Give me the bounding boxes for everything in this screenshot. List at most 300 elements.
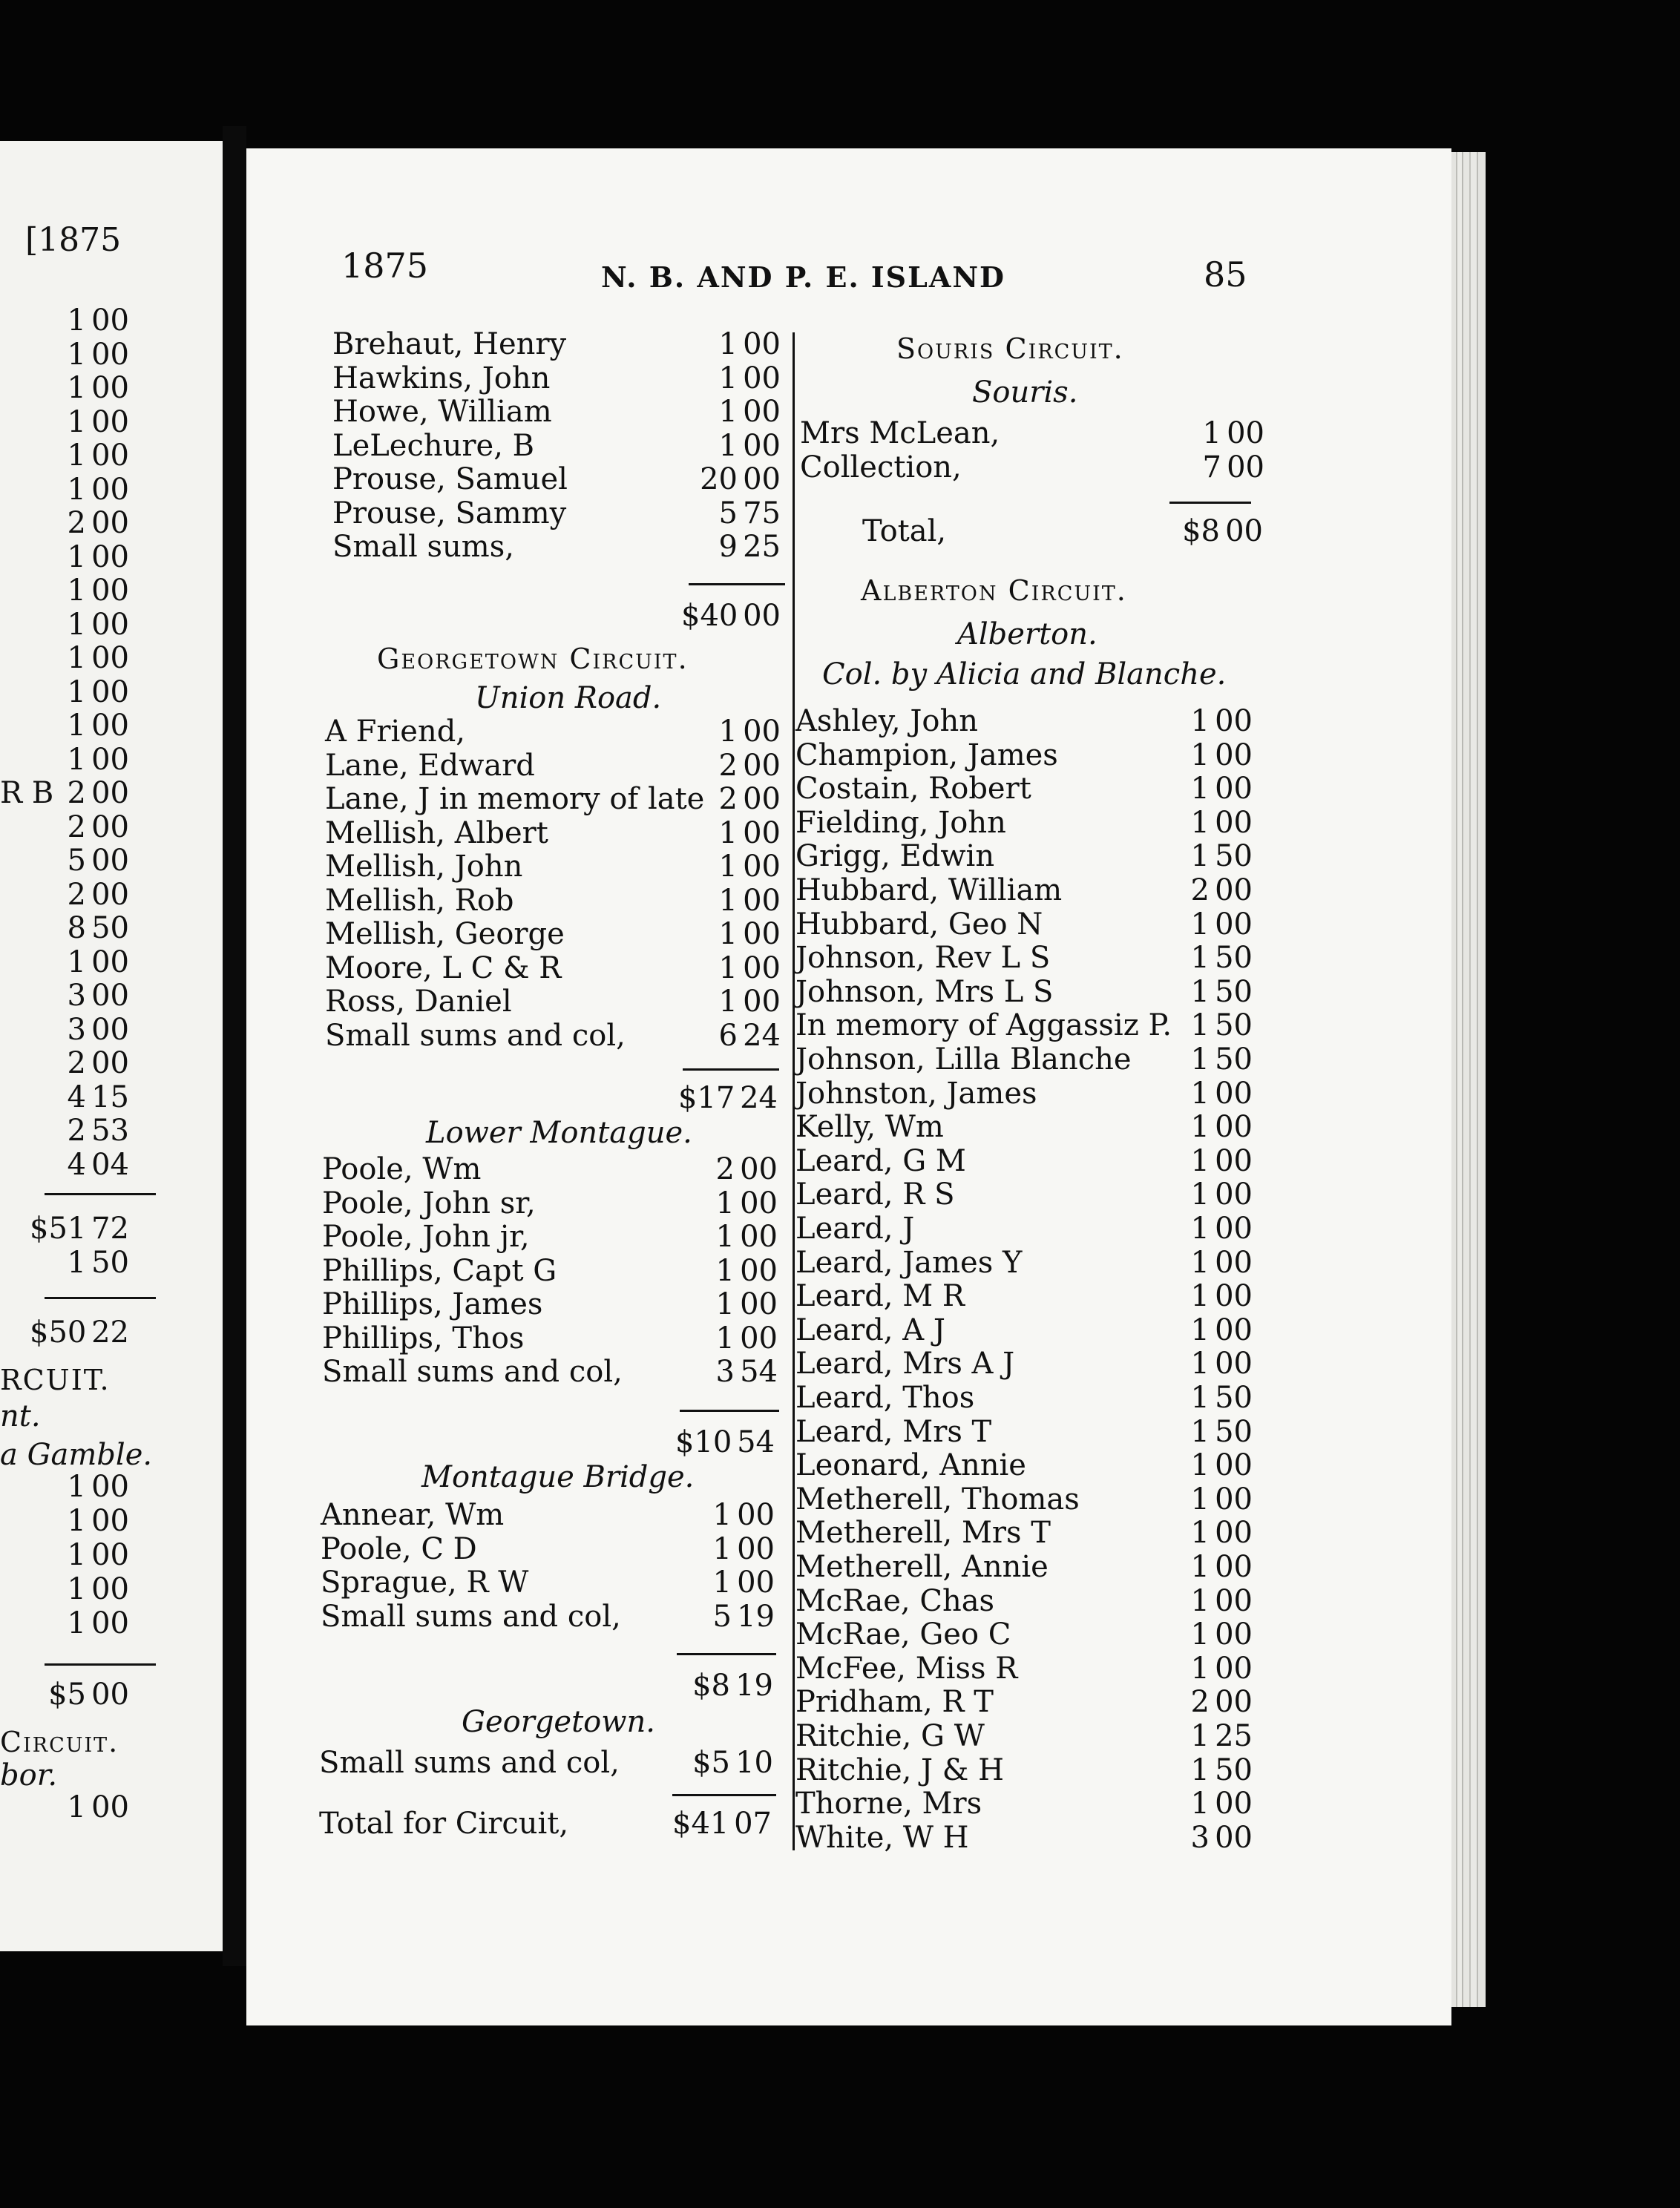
- donation-amount: [681, 817, 781, 850]
- amount-dollars: $5: [692, 1746, 730, 1780]
- donation-amount: [1153, 1686, 1253, 1718]
- amount-dollars: 1: [1190, 1143, 1210, 1178]
- amount-cents: 00: [91, 472, 129, 507]
- amount-cents: 00: [91, 371, 129, 405]
- amount-dollars: 1: [718, 428, 738, 463]
- donor-name: McRae, Geo C: [795, 1617, 1011, 1652]
- amount-cents: 00: [743, 883, 781, 918]
- amount-dollars: 1: [715, 1253, 735, 1288]
- donation-amount: [678, 1220, 778, 1253]
- amount-dollars: 2: [67, 1046, 86, 1080]
- donor-name: Hubbard, William: [795, 873, 1063, 907]
- amount-dollars: 1: [718, 850, 738, 884]
- donor-name: Leard, A J: [795, 1312, 945, 1347]
- amount-dollars: 1: [718, 883, 738, 918]
- donation-amount: [1165, 417, 1264, 450]
- total-amount: [30, 1212, 129, 1245]
- amount-dollars: 1: [1190, 1212, 1210, 1246]
- amount-dollars: 1: [715, 1287, 735, 1321]
- donor-name: Sprague, R W: [321, 1565, 529, 1600]
- amount-cents: 00: [743, 950, 781, 985]
- donation-amount: [678, 1153, 778, 1186]
- donation-amount: [1153, 806, 1253, 839]
- amount-dollars: 1: [715, 1321, 735, 1356]
- amount-cents: 00: [91, 742, 129, 777]
- amount-cents: 00: [1215, 873, 1253, 907]
- donation-amount: [1153, 1009, 1253, 1042]
- amount-dollars: 1: [67, 1470, 86, 1504]
- amount: [30, 1505, 129, 1537]
- place-heading: Union Road.: [475, 681, 662, 715]
- amount-cents: 00: [91, 709, 129, 743]
- amount-dollars: 20: [700, 462, 738, 496]
- amount: [30, 709, 129, 742]
- amount-cents: 00: [91, 641, 129, 675]
- amount-dollars: 1: [1190, 1312, 1210, 1347]
- book-gutter: [223, 126, 246, 1966]
- donation-amount: [1153, 1043, 1253, 1076]
- donation-amount: [678, 1255, 778, 1287]
- amount-dollars: 1: [67, 337, 86, 372]
- amount-cents: 00: [91, 1572, 129, 1606]
- amount-cents: 00: [91, 303, 129, 338]
- donor-name: Ashley, John: [795, 704, 978, 738]
- amount-cents: 00: [737, 1531, 775, 1566]
- amount: [30, 1081, 129, 1114]
- donor-name: White, W H: [795, 1820, 969, 1855]
- sum-rule: [689, 583, 785, 585]
- amount-cents: 00: [1215, 704, 1253, 738]
- amount-cents: 00: [743, 462, 781, 496]
- amount-cents: 00: [91, 1606, 129, 1640]
- amount-cents: 00: [1215, 1076, 1253, 1111]
- amount-dollars: 8: [67, 911, 86, 945]
- amount-cents: 24: [743, 1018, 781, 1053]
- donation-amount: [681, 850, 781, 883]
- total-label: Total,: [862, 514, 947, 548]
- amount-dollars: 2: [718, 782, 738, 816]
- donor-name: Prouse, Samuel: [332, 462, 568, 496]
- amount-dollars: $41: [672, 1807, 729, 1841]
- total-amount: [30, 1678, 129, 1711]
- amount-cents: 15: [91, 1080, 129, 1114]
- amount-cents: 24: [740, 1081, 778, 1115]
- amount-dollars: $51: [30, 1212, 87, 1246]
- circuit-total-label: Total for Circuit,: [319, 1807, 569, 1841]
- amount-cents: 75: [743, 496, 781, 530]
- donation-amount: [678, 1288, 778, 1321]
- amount: [30, 372, 129, 404]
- amount-cents: 00: [91, 1678, 129, 1712]
- donor-name: Phillips, Capt G: [322, 1253, 557, 1288]
- donation-amount: [681, 749, 781, 782]
- amount-cents: 00: [1215, 1110, 1253, 1145]
- amount-cents: 00: [1215, 1583, 1253, 1618]
- donation-amount: [681, 952, 781, 985]
- donation-amount: [1153, 1585, 1253, 1617]
- amount-cents: 25: [743, 530, 781, 564]
- donor-name: Metherell, Mrs T: [795, 1516, 1051, 1551]
- donor-name: Mrs McLean,: [800, 416, 1000, 450]
- amount-cents: 00: [1215, 737, 1253, 772]
- donation-amount: [681, 395, 781, 428]
- donation-amount: [1153, 942, 1253, 974]
- donor-name: Johnson, Rev L S: [795, 941, 1051, 976]
- page-year: [1875: [25, 221, 122, 259]
- amount-cents: 00: [1227, 450, 1264, 484]
- amount-dollars: 1: [67, 574, 86, 608]
- donation-amount: [681, 497, 781, 530]
- donation-amount: [1153, 908, 1253, 941]
- donor-name: Hubbard, Geo N: [795, 907, 1043, 942]
- donor-name: Poole, John sr,: [322, 1186, 536, 1220]
- amount-cents: 00: [743, 815, 781, 850]
- amount-cents: 00: [1215, 1617, 1253, 1652]
- amount-cents: 00: [740, 1220, 778, 1254]
- donation-amount: [1153, 1551, 1253, 1583]
- donor-name: Poole, Wm: [322, 1152, 482, 1186]
- total-amount: [681, 599, 781, 632]
- amount-dollars: 1: [67, 1504, 86, 1538]
- amount-dollars: 1: [67, 641, 86, 675]
- amount-dollars: 1: [1190, 1550, 1210, 1584]
- total-amount: [30, 1316, 129, 1349]
- amount-dollars: 2: [67, 1114, 86, 1148]
- donation-amount: [1153, 1720, 1253, 1752]
- amount-dollars: 1: [1190, 1279, 1210, 1314]
- amount-cents: 19: [735, 1669, 773, 1703]
- amount-dollars: 1: [1202, 416, 1221, 450]
- amount: [30, 676, 129, 709]
- amount-cents: 00: [743, 917, 781, 951]
- amount-dollars: 1: [1190, 805, 1210, 840]
- amount-dollars: 1: [67, 742, 86, 777]
- donation-amount: [681, 715, 781, 748]
- amount-dollars: 1: [1190, 1177, 1210, 1212]
- amount-cents: 00: [91, 1012, 129, 1047]
- amount: [30, 1539, 129, 1571]
- donor-name: Leard, J: [795, 1212, 915, 1246]
- donor-name: Leonard, Annie: [795, 1448, 1026, 1483]
- amount-dollars: 1: [1190, 1042, 1210, 1077]
- amount-dollars: 7: [1202, 450, 1221, 484]
- amount-cents: 00: [1215, 1347, 1253, 1381]
- sum-rule: [677, 1653, 776, 1655]
- donation-amount: [681, 328, 781, 361]
- amount-dollars: $17: [678, 1081, 735, 1115]
- amount-cents: 50: [91, 911, 129, 945]
- donor-name: Moore, L C & R: [325, 950, 562, 985]
- amount-dollars: $10: [675, 1425, 732, 1459]
- amount-dollars: 5: [712, 1599, 732, 1634]
- donation-amount: [681, 985, 781, 1018]
- amount-cents: 00: [91, 438, 129, 473]
- amount: [30, 642, 129, 674]
- amount-dollars: 1: [1190, 1752, 1210, 1787]
- donation-amount: [1153, 1246, 1253, 1279]
- amount-cents: 00: [1215, 1448, 1253, 1483]
- circuit-heading: Alberton Circuit.: [861, 574, 1127, 607]
- page-edges: [1451, 152, 1486, 2007]
- donation-amount: [1153, 1077, 1253, 1110]
- place-heading: Georgetown.: [462, 1705, 655, 1739]
- amount: [30, 1607, 129, 1640]
- amount-cents: 53: [91, 1114, 129, 1148]
- amount-cents: 00: [91, 607, 129, 642]
- donation-amount: [1153, 1416, 1253, 1448]
- amount-cents: 50: [1215, 839, 1253, 874]
- amount-dollars: $5: [48, 1678, 86, 1712]
- amount: [30, 574, 129, 607]
- amount-cents: 00: [1215, 1143, 1253, 1178]
- amount-dollars: 1: [718, 815, 738, 850]
- amount: [30, 608, 129, 641]
- donation-amount: [1153, 1145, 1253, 1177]
- donor-name: Leard, G M: [795, 1143, 966, 1178]
- amount-dollars: 1: [1190, 1617, 1210, 1652]
- amount-dollars: 4: [67, 1147, 86, 1182]
- amount-dollars: 1: [712, 1498, 732, 1532]
- amount-dollars: 1: [1190, 1110, 1210, 1145]
- circuit-heading: Souris Circuit.: [896, 332, 1124, 365]
- sum-rule: [672, 1794, 776, 1796]
- donor-name: Champion, James: [795, 737, 1058, 772]
- amount-dollars: 1: [1190, 1482, 1210, 1517]
- donation-amount: [1153, 840, 1253, 873]
- place-heading: Alberton.: [957, 617, 1097, 651]
- amount-dollars: 1: [67, 438, 86, 473]
- amount-dollars: 2: [1190, 1685, 1210, 1720]
- amount-cents: 00: [1215, 1651, 1253, 1686]
- amount-dollars: 1: [67, 1246, 86, 1280]
- amount-cents: 00: [91, 776, 129, 810]
- place-heading: Lower Montague.: [426, 1116, 692, 1150]
- amount-cents: 22: [91, 1315, 129, 1350]
- amount: [30, 979, 129, 1012]
- amount-dollars: 9: [718, 530, 738, 564]
- amount: [30, 878, 129, 911]
- amount: [30, 1013, 129, 1046]
- amount-cents: 00: [743, 985, 781, 1019]
- donation-amount: [1153, 1212, 1253, 1245]
- donor-name: Lane, Edward: [325, 748, 535, 783]
- donation-amount: [678, 1322, 778, 1355]
- donation-amount: [1153, 739, 1253, 772]
- donor-name: Metherell, Annie: [795, 1550, 1049, 1584]
- amount-cents: 00: [743, 361, 781, 395]
- amount-dollars: 2: [67, 776, 86, 810]
- donor-name: Leard, R S: [795, 1177, 955, 1212]
- donor-name: Brehaut, Henry: [332, 327, 567, 361]
- amount-cents: 25: [1215, 1719, 1253, 1753]
- total-amount: [678, 1082, 778, 1114]
- donor-name: Grigg, Edwin: [795, 839, 995, 874]
- donor-name: Mellish, Albert: [325, 815, 548, 850]
- sum-rule: [45, 1297, 156, 1299]
- amount-dollars: 1: [67, 303, 86, 338]
- donor-name: Small sums and col,: [319, 1746, 620, 1780]
- amount: [30, 304, 129, 337]
- amount: [30, 1047, 129, 1080]
- amount-dollars: 6: [718, 1018, 738, 1053]
- amount: [30, 811, 129, 844]
- donor-name: Poole, John jr,: [322, 1220, 530, 1254]
- amount-dollars: 3: [1190, 1820, 1210, 1855]
- amount-dollars: 2: [1190, 873, 1210, 907]
- amount-dollars: 1: [67, 404, 86, 439]
- donor-name: Small sums and col,: [322, 1355, 623, 1389]
- donation-amount: [1153, 705, 1253, 737]
- amount-cents: 10: [735, 1746, 773, 1780]
- amount-dollars: 2: [718, 748, 738, 783]
- amount: [30, 1114, 129, 1147]
- amount-dollars: 1: [67, 371, 86, 405]
- amount-dollars: 1: [1190, 1245, 1210, 1280]
- donation-amount: [1153, 1517, 1253, 1549]
- amount-dollars: 1: [67, 1572, 86, 1606]
- amount-cents: 00: [91, 1504, 129, 1538]
- donor-name: Ritchie, J & H: [795, 1752, 1004, 1787]
- amount-cents: 00: [1227, 416, 1264, 450]
- amount-cents: 00: [1215, 1820, 1253, 1855]
- amount-dollars: 1: [718, 395, 738, 429]
- donor-name: Small sums,: [332, 530, 514, 564]
- donation-amount: [1153, 1821, 1253, 1854]
- circuit-heading: Georgetown Circuit.: [377, 643, 689, 675]
- donation-amount: [1153, 1381, 1253, 1414]
- donation-amount: [1153, 1618, 1253, 1651]
- donation-amount: [681, 918, 781, 950]
- donation-amount: [1153, 1449, 1253, 1482]
- donor-name: In memory of Aggassiz P.: [795, 1008, 1172, 1043]
- donor-name: Fielding, John: [795, 805, 1006, 840]
- donation-amount: [681, 783, 781, 815]
- amount-cents: 00: [91, 337, 129, 372]
- donation-amount: [1153, 772, 1253, 805]
- donation-amount: [1153, 1347, 1253, 1380]
- amount-cents: 00: [740, 1186, 778, 1220]
- donation-amount: [681, 1019, 781, 1052]
- donor-name: McRae, Chas: [795, 1583, 995, 1618]
- donor-name: LeLechure, B: [332, 428, 535, 463]
- amount-cents: 04: [91, 1147, 129, 1182]
- donor-name: Kelly, Wm: [795, 1110, 944, 1145]
- amount-cents: 00: [1215, 805, 1253, 840]
- donor-name: Johnson, Mrs L S: [795, 974, 1054, 1009]
- amount-dollars: 1: [67, 1538, 86, 1572]
- amount-dollars: $8: [1182, 514, 1220, 548]
- amount-cents: 50: [1215, 1381, 1253, 1415]
- amount-cents: 00: [1215, 1177, 1253, 1212]
- amount-dollars: 1: [67, 607, 86, 642]
- donation-amount: [675, 1533, 775, 1565]
- donor-name: Ritchie, G W: [795, 1719, 985, 1753]
- amount-cents: 54: [740, 1355, 778, 1389]
- amount-dollars: 3: [715, 1355, 735, 1389]
- donation-amount: [674, 1747, 773, 1779]
- amount-cents: 00: [91, 979, 129, 1013]
- amount-dollars: 5: [718, 496, 738, 530]
- amount-dollars: 4: [67, 1080, 86, 1114]
- amount: [30, 1471, 129, 1503]
- donor-name: Hawkins, John: [332, 361, 551, 395]
- amount-cents: 00: [91, 844, 129, 878]
- amount-dollars: 1: [1190, 737, 1210, 772]
- donor-name: Phillips, Thos: [322, 1321, 525, 1356]
- total-amount: [674, 1669, 773, 1702]
- amount-dollars: 1: [1190, 1076, 1210, 1111]
- donor-name: Mellish, Rob: [325, 883, 514, 918]
- amount: [30, 946, 129, 979]
- amount-cents: 00: [743, 850, 781, 884]
- circuit-heading-fragment: RCUIT.: [0, 1364, 111, 1396]
- donor-name: Metherell, Thomas: [795, 1482, 1080, 1517]
- donor-name: Leard, Mrs A J: [795, 1347, 1015, 1381]
- amount-dollars: 1: [718, 361, 738, 395]
- amount-dollars: 5: [67, 844, 86, 878]
- amount: [30, 541, 129, 574]
- donation-amount: [1153, 1314, 1253, 1347]
- amount: [30, 1791, 129, 1824]
- collector-fragment: a Gamble.: [0, 1438, 153, 1472]
- donor-name: Johnson, Lilla Blanche: [795, 1042, 1132, 1077]
- donation-amount: [1153, 1280, 1253, 1312]
- amount-dollars: 1: [1190, 907, 1210, 942]
- amount: [30, 439, 129, 472]
- amount-cents: 00: [743, 395, 781, 429]
- donation-amount: [1153, 1754, 1253, 1787]
- donation-amount: [1153, 1111, 1253, 1143]
- sum-rule: [1169, 502, 1251, 504]
- amount-cents: 00: [743, 714, 781, 749]
- header-year: 1875: [341, 246, 429, 286]
- place-heading: Montague Bridge.: [421, 1460, 695, 1494]
- amount-cents: 00: [91, 506, 129, 540]
- collector-note: Col. by Alicia and Blanche.: [822, 657, 1227, 691]
- circuit-total-amount: [672, 1807, 772, 1840]
- amount-cents: 00: [737, 1498, 775, 1532]
- amount: [30, 777, 129, 809]
- amount-cents: 00: [1215, 1312, 1253, 1347]
- sum-rule: [683, 1068, 779, 1071]
- amount-cents: 00: [91, 674, 129, 709]
- amount-dollars: 1: [1190, 1719, 1210, 1753]
- amount: [30, 844, 129, 877]
- donor-name: Leard, James Y: [795, 1245, 1023, 1280]
- amount-cents: 54: [737, 1425, 775, 1459]
- donation-amount: [1153, 1178, 1253, 1211]
- entry-name-fragment: R B: [0, 776, 54, 810]
- donor-name: A Friend,: [325, 714, 466, 749]
- donor-name: Mellish, John: [325, 850, 523, 884]
- amount-cents: 00: [1215, 1516, 1253, 1551]
- amount-cents: 00: [740, 1152, 778, 1186]
- donation-amount: [681, 530, 781, 563]
- amount-cents: 00: [91, 574, 129, 608]
- amount-dollars: 1: [718, 985, 738, 1019]
- amount-dollars: 1: [718, 950, 738, 985]
- amount-dollars: 1: [1190, 1414, 1210, 1449]
- donor-name: Leard, M R: [795, 1279, 965, 1314]
- amount-cents: 00: [737, 1565, 775, 1600]
- amount-dollars: 1: [715, 1186, 735, 1220]
- amount-dollars: 1: [67, 1606, 86, 1640]
- amount: [30, 406, 129, 438]
- amount-dollars: 1: [67, 674, 86, 709]
- amount-cents: 19: [737, 1599, 775, 1634]
- amount-dollars: 1: [1190, 839, 1210, 874]
- amount-dollars: 1: [67, 539, 86, 574]
